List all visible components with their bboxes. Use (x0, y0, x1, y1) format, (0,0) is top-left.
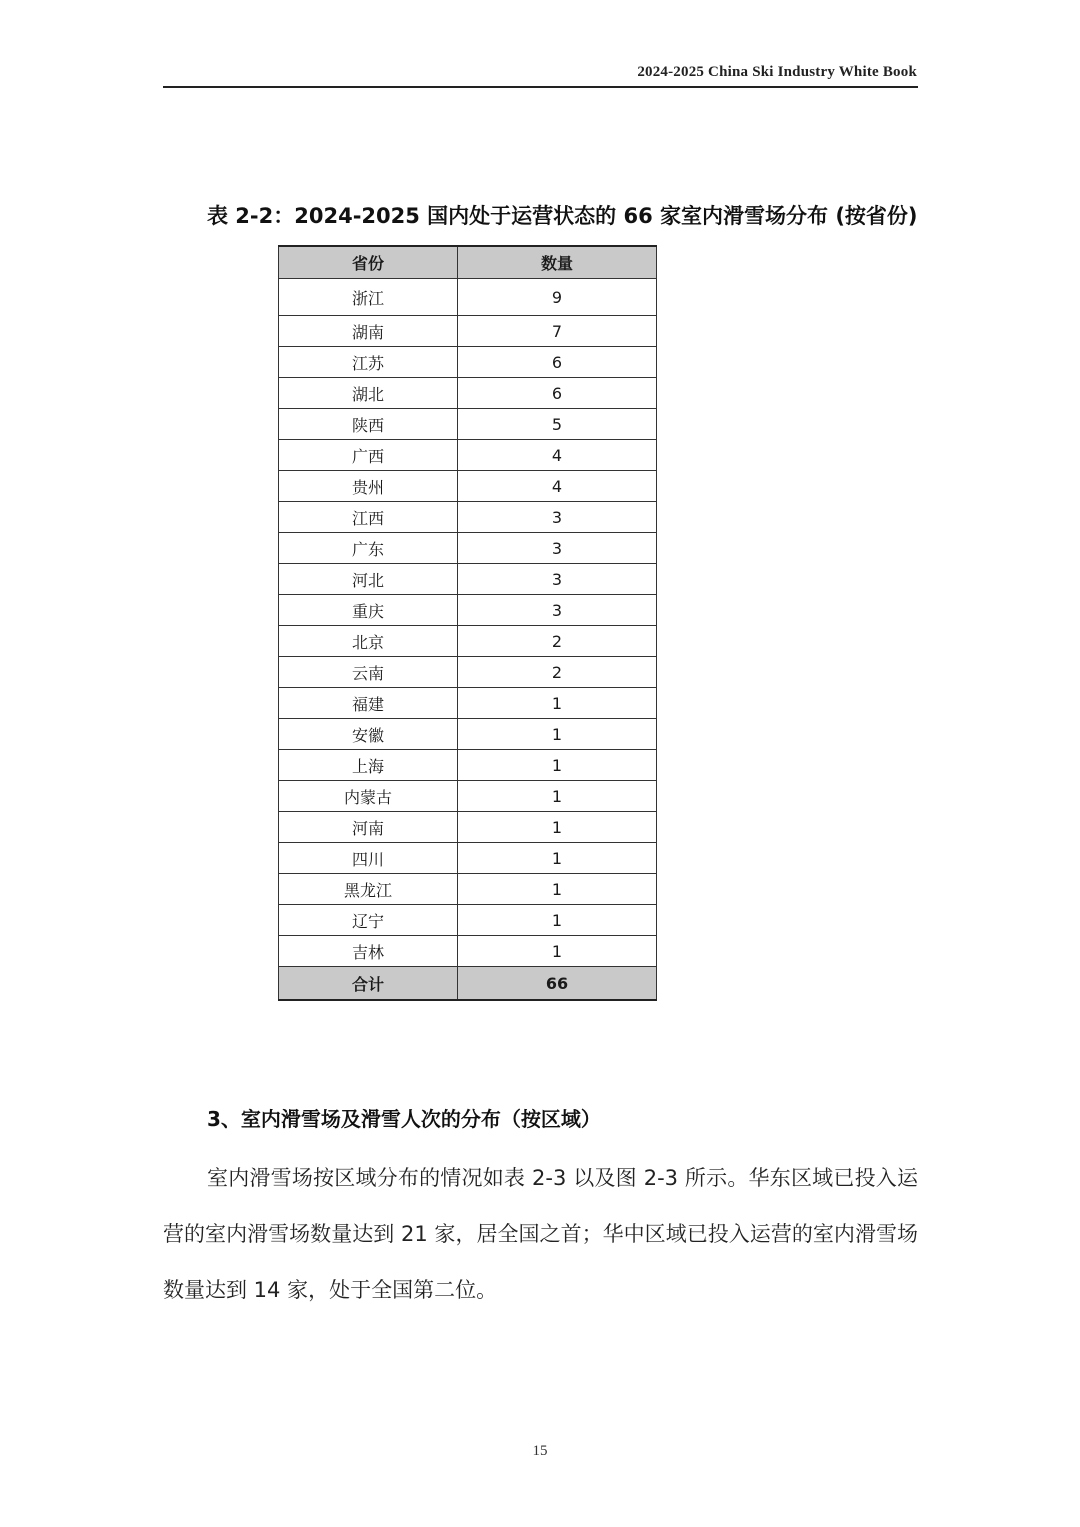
province-cell: 陕西 (279, 409, 458, 440)
province-cell: 安徽 (279, 719, 458, 750)
column-header-province: 省份 (279, 246, 458, 279)
table-row (279, 440, 657, 471)
province-cell: 广东 (279, 533, 458, 564)
table-row (279, 347, 657, 378)
table-row (279, 905, 657, 936)
section-heading: 3、室内滑雪场及滑雪人次的分布（按区域） (207, 1107, 601, 1131)
table-row (279, 874, 657, 905)
province-cell: 北京 (279, 626, 458, 657)
table-row (279, 378, 657, 409)
count-cell: 3 (458, 502, 657, 533)
province-cell: 福建 (279, 688, 458, 719)
province-cell: 湖南 (279, 316, 458, 347)
table-row (279, 843, 657, 874)
count-cell: 3 (458, 533, 657, 564)
count-cell: 1 (458, 905, 657, 936)
table-caption: 表 2-2：2024-2025 国内处于运营状态的 66 家室内滑雪场分布 (按省份) (207, 204, 918, 228)
province-cell: 浙江 (279, 279, 458, 316)
province-cell: 重庆 (279, 595, 458, 626)
table-row (279, 595, 657, 626)
count-cell: 1 (458, 812, 657, 843)
count-cell: 6 (458, 347, 657, 378)
table-row (279, 564, 657, 595)
table-row (279, 533, 657, 564)
table-row (279, 626, 657, 657)
table-row (279, 812, 657, 843)
province-cell: 江苏 (279, 347, 458, 378)
table-row (279, 781, 657, 812)
table-total-row (279, 967, 657, 1001)
count-cell: 6 (458, 378, 657, 409)
running-header-title: 2024-2025 China Ski Industry White Book (637, 64, 917, 80)
province-cell: 内蒙古 (279, 781, 458, 812)
province-cell: 贵州 (279, 471, 458, 502)
province-cell: 吉林 (279, 936, 458, 967)
province-cell: 辽宁 (279, 905, 458, 936)
table-row (279, 936, 657, 967)
count-cell: 3 (458, 595, 657, 626)
count-cell: 1 (458, 936, 657, 967)
table-row (279, 502, 657, 533)
province-cell: 四川 (279, 843, 458, 874)
table-row (279, 316, 657, 347)
count-cell: 1 (458, 688, 657, 719)
count-cell: 1 (458, 843, 657, 874)
count-cell: 1 (458, 781, 657, 812)
count-cell: 7 (458, 316, 657, 347)
body-paragraph: 室内滑雪场按区域分布的情况如表 2-3 以及图 2-3 所示。华东区域已投入运营的室内滑雪场数量达到 21 家，居全国之首；华中区域已投入运营的室内滑雪场数量达到 14 家，处于全国第二位。 (163, 1166, 918, 1302)
table-row (279, 688, 657, 719)
table-row (279, 657, 657, 688)
count-cell: 4 (458, 471, 657, 502)
province-cell: 上海 (279, 750, 458, 781)
province-cell: 江西 (279, 502, 458, 533)
count-cell: 4 (458, 440, 657, 471)
province-cell: 河南 (279, 812, 458, 843)
province-cell: 河北 (279, 564, 458, 595)
count-cell: 1 (458, 874, 657, 905)
page-number: 15 (532, 1443, 548, 1459)
header-rule (163, 86, 918, 88)
province-cell: 黑龙江 (279, 874, 458, 905)
total-label-cell: 合计 (279, 967, 458, 1001)
count-cell: 2 (458, 657, 657, 688)
count-cell: 3 (458, 564, 657, 595)
count-cell: 2 (458, 626, 657, 657)
count-cell: 1 (458, 750, 657, 781)
count-cell: 1 (458, 719, 657, 750)
total-count-cell: 66 (458, 967, 657, 1001)
table-row (279, 279, 657, 316)
table-row (279, 719, 657, 750)
province-distribution-table (278, 245, 657, 1001)
province-cell: 湖北 (279, 378, 458, 409)
count-cell: 9 (458, 279, 657, 316)
table-row (279, 471, 657, 502)
column-header-count: 数量 (458, 246, 657, 279)
count-cell: 5 (458, 409, 657, 440)
table-row (279, 750, 657, 781)
province-cell: 云南 (279, 657, 458, 688)
table-header-row (279, 246, 657, 279)
table-body (279, 279, 657, 1001)
province-cell: 广西 (279, 440, 458, 471)
table-row (279, 409, 657, 440)
